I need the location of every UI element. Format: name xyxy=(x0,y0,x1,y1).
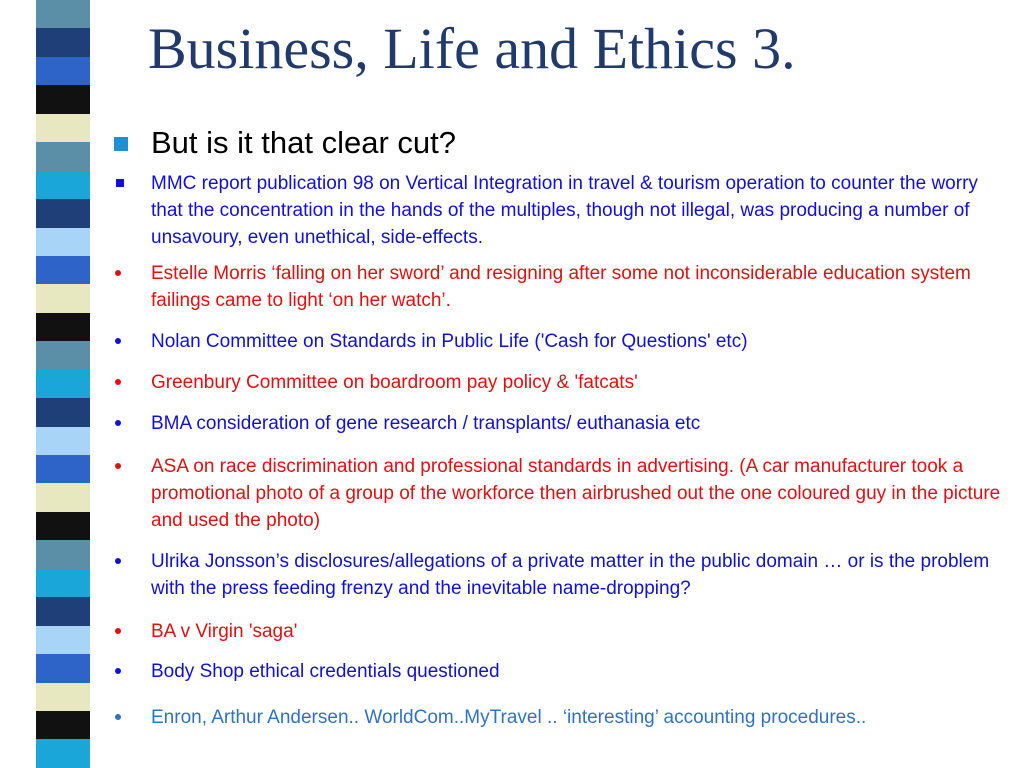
dot-bullet-icon xyxy=(115,628,121,634)
item-text: BMA consideration of gene research / transplants/ euthanasia etc xyxy=(151,413,701,434)
list-item xyxy=(151,328,1011,355)
list-item xyxy=(151,453,1011,534)
item-text: Greenbury Committee on boardroom pay policy & 'fatcats' xyxy=(151,372,638,393)
item-text: Body Shop ethical credentials questioned xyxy=(151,661,500,682)
list-item xyxy=(151,658,1011,685)
item-text: Ulrika Jonsson’s disclosures/allegations of a private matter in the public domain … or is the problem with the press feeding frenzy and the inevitable name-dropping? xyxy=(151,551,990,599)
list-item xyxy=(151,548,1011,602)
list-item xyxy=(151,369,1011,396)
list-item xyxy=(151,704,1011,731)
list-item xyxy=(151,260,1011,314)
heading-text: But is it that clear cut? xyxy=(151,125,456,160)
square-bullet-icon xyxy=(114,137,128,151)
heading-bullet xyxy=(151,125,1011,161)
dot-bullet-icon xyxy=(115,668,121,674)
dot-bullet-icon xyxy=(115,270,121,276)
dot-bullet-icon xyxy=(115,714,121,720)
slide-title: Business, Life and Ethics 3. xyxy=(148,16,796,81)
dot-bullet-icon xyxy=(115,463,121,469)
item-text: BA v Virgin 'saga' xyxy=(151,621,298,642)
item-text: Enron, Arthur Andersen.. WorldCom..MyTravel .. ‘interesting’ accounting procedures.. xyxy=(151,707,867,728)
dot-bullet-icon xyxy=(115,558,121,564)
dot-bullet-icon xyxy=(115,420,121,426)
list-item xyxy=(151,618,1011,645)
item-text: Estelle Morris ‘falling on her sword’ and resigning after some not inconsiderable education system failings came to light ‘on her watch’. xyxy=(151,263,971,311)
dot-bullet-icon xyxy=(115,338,121,344)
list-item xyxy=(151,170,1011,251)
square-bullet-icon xyxy=(116,179,124,187)
list-item xyxy=(151,410,1011,437)
item-text: Nolan Committee on Standards in Public Life ('Cash for Questions' etc) xyxy=(151,331,748,352)
item-text: ASA on race discrimination and professional standards in advertising. (A car manufacturer took a promotional photo of a group of the workforce then airbrushed out the one coloured guy in the picture and used the photo) xyxy=(151,456,1001,531)
dot-bullet-icon xyxy=(115,379,121,385)
item-text: MMC report publication 98 on Vertical Integration in travel & tourism operation to counter the worry that the concentration in the hands of the multiples, though not illegal, was producing a number of unsavoury, even unethical, side-effects. xyxy=(151,173,978,248)
